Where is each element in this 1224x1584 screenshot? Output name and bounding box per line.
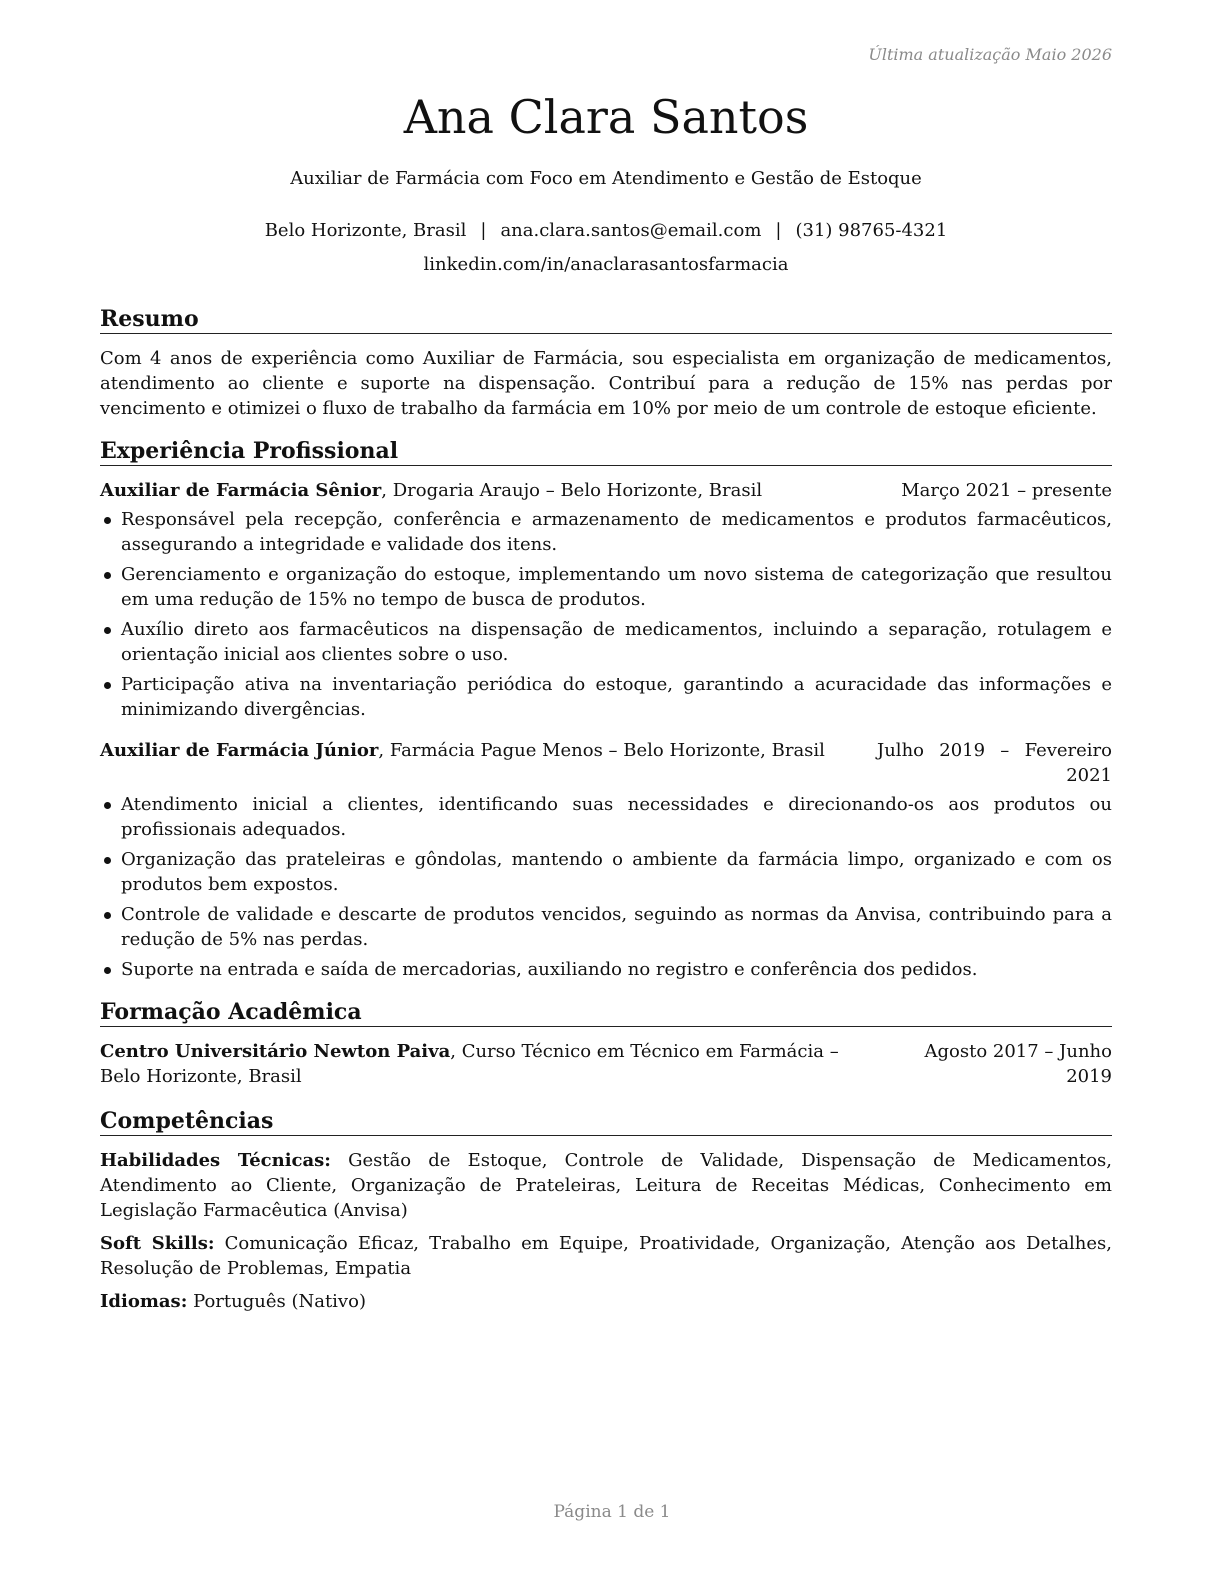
list-item: Controle de validade e descarte de produtos vencidos, seguindo as normas da Anvisa, contribuindo para a redução de 5% nas perdas. [100,902,1112,952]
contact-line [100,219,1112,243]
skill-line [100,1148,1112,1223]
list-item: Gerenciamento e organização do estoque, implementando um novo sistema de categorização que resultou em uma redução de 15% no tempo de busca de produtos. [100,562,1112,612]
skill-text: Português (Nativo) [187,1291,366,1312]
section-title-summary: Resumo [100,305,1112,334]
email-link[interactable]: ana.clara.santos@email.com [500,220,762,241]
skill-text: Gestão de Estoque, Controle de Validade, Dispensação de Medicamentos, Atendimento ao Cliente, Organização de Prateleiras, Leitura de Receitas Médicas, Conhecimento em Legislação Farmacêutica (Anvisa) [100,1150,1112,1221]
linkedin-link[interactable]: linkedin.com/in/anaclarasantosfarmacia [423,254,789,275]
job-company: , Drogaria Araujo – Belo Horizonte, Brasil [381,480,763,501]
job-role: Auxiliar de Farmácia Júnior [100,740,379,761]
summary-text: Com 4 anos de experiência como Auxiliar de Farmácia, sou especialista em organização de medicamentos, atendimento ao cliente e suporte na dispensação. Contribuí para a redução de 15% nas perdas por vencimento e otimizei o fluxo de trabalho da farmácia em 10% por meio de um controle de estoque eficiente. [100,348,1112,419]
contact-separator: | [775,220,782,241]
job-bullets [100,507,1112,722]
list-item: Organização das prateleiras e gôndolas, mantendo o ambiente da farmácia limpo, organizado e com os produtos bem expostos. [100,847,1112,897]
candidate-name: Ana Clara Santos [403,90,809,144]
skill-label: Idiomas: [100,1291,188,1312]
education-details: , Curso Técnico em Técnico em Farmácia – Belo Horizonte, Brasil [100,1041,839,1087]
skill-line [100,1231,1112,1281]
job-company: , Farmácia Pague Menos – Belo Horizonte, Brasil [378,740,825,761]
skill-text: Comunicação Eficaz, Trabalho em Equipe, Proatividade, Organização, Atenção aos Detalhes, Resolução de Problemas, Empatia [100,1233,1113,1279]
section-title-education: Formação Acadêmica [100,998,1112,1027]
resume-content [100,305,1112,1322]
education-entry [100,1039,1112,1089]
location: Belo Horizonte, Brasil [264,220,467,241]
job-dates: Março 2021 – presente [901,480,1112,501]
list-item: Participação ativa na inventariação periódica do estoque, garantindo a acuracidade das informações e minimizando divergências. [100,672,1112,722]
education-institution: Centro Universitário Newton Paiva [100,1041,451,1062]
list-item: Auxílio direto aos farmacêuticos na dispensação de medicamentos, incluindo a separação, rotulagem e orientação inicial aos clientes sobre o uso. [100,617,1112,667]
section-title-skills: Competências [100,1107,1112,1136]
list-item: Suporte na entrada e saída de mercadorias, auxiliando no registro e conferência dos pedidos. [100,957,1112,982]
skill-label: Soft Skills: [100,1233,215,1254]
list-item: Responsável pela recepção, conferência e armazenamento de medicamentos e produtos farmacêuticos, assegurando a integridade e validade dos itens. [100,507,1112,557]
phone: (31) 98765-4321 [795,220,948,241]
job-dates: Julho 2019 – Fevereiro 2021 [877,740,1112,786]
job-header [100,478,1112,503]
section-title-experience: Experiência Profissional [100,437,1112,466]
job-role: Auxiliar de Farmácia Sênior [100,480,382,501]
last-updated: Última atualização Maio 2026 [868,45,1112,64]
skill-label: Habilidades Técnicas: [100,1150,331,1171]
headline: Auxiliar de Farmácia com Foco em Atendimento e Gestão de Estoque [290,168,922,189]
job-bullets [100,792,1112,982]
education-dates: Agosto 2017 – Junho 2019 [924,1041,1112,1087]
contact-separator: | [480,220,487,241]
page-number: Página 1 de 1 [553,1502,671,1522]
skill-line [100,1289,1112,1314]
list-item: Atendimento inicial a clientes, identificando suas necessidades e direcionando-os aos produtos ou profissionais adequados. [100,792,1112,842]
job-header [100,738,1112,788]
